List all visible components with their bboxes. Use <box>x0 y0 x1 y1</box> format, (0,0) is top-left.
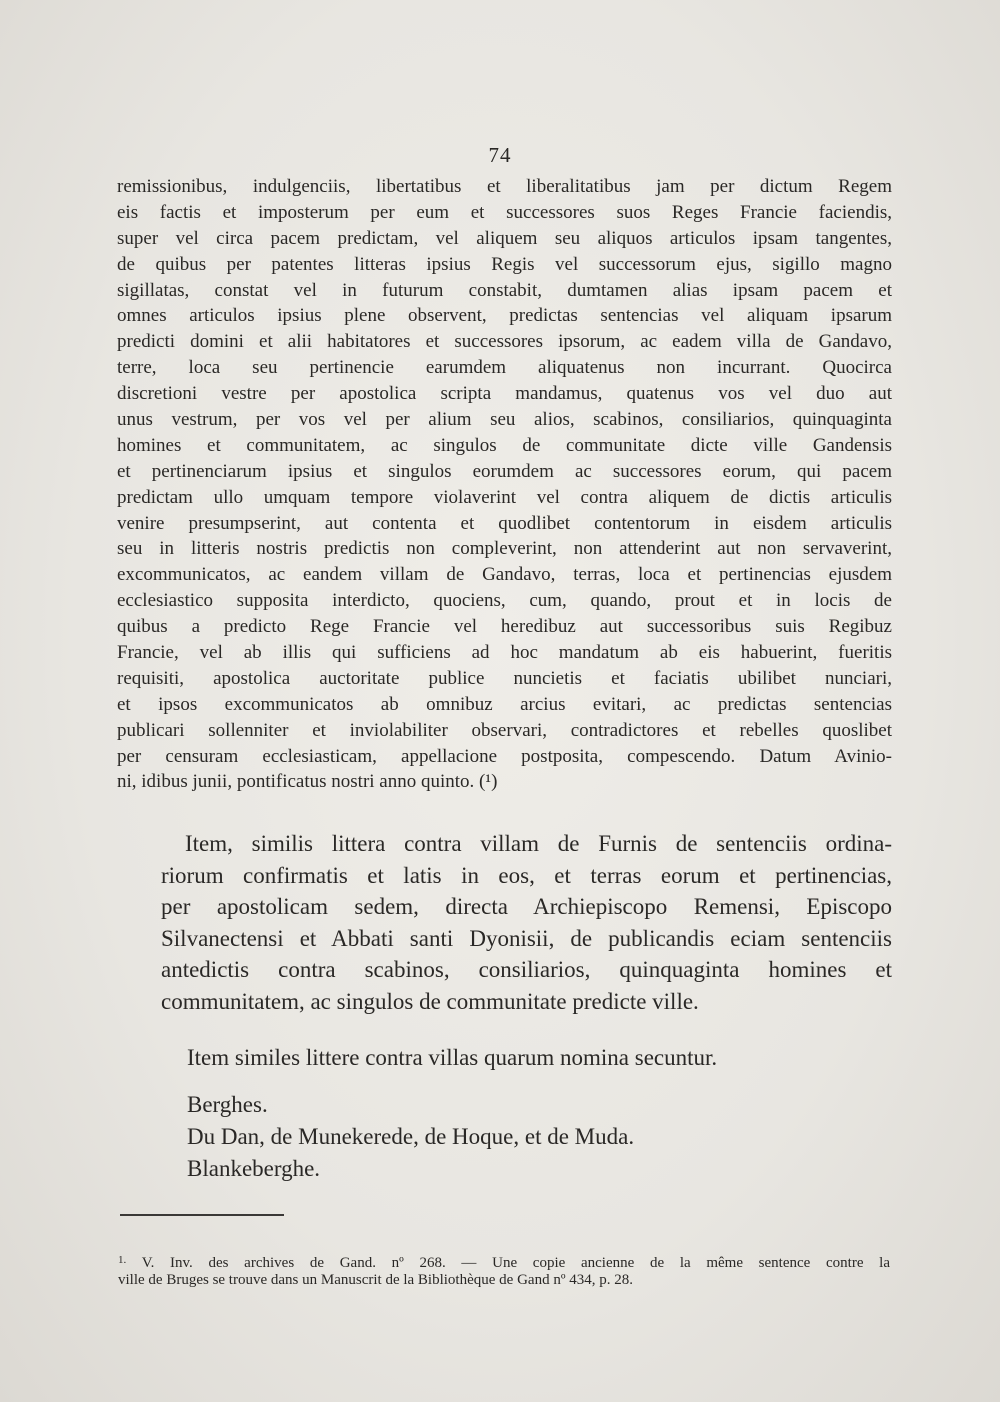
text-line: et pertinenciarum ipsius et singulos eorumdem ac successores eorum, qui pacem <box>117 460 892 482</box>
footnote <box>118 1250 890 1290</box>
rubric-line: riorum confirmatis et latis in eos, et terras eorum et pertinencias, <box>161 862 892 888</box>
text-line: et ipsos excommunicatos ab omnibuz arcius evitari, ac predictas sentencias <box>117 693 892 715</box>
footnote-text: V. Inv. des archives de Gand. nº 268. — Une copie ancienne de la même sentence contre la <box>141 1255 891 1271</box>
text-line: omnes articulos ipsius plene observent, predictas sentencias vel aliquam ipsarum <box>117 305 892 327</box>
text-line: sigillatas, constat vel in futurum constabit, dumtamen alias ipsam pacem et <box>117 279 892 301</box>
text-line: venire presumpserint, aut contenta et quodlibet contentorum in eisdem articulis <box>117 512 892 534</box>
text-line: excommunicatos, ac eandem villam de Gandavo, terras, loca et pertinencias ejusdem <box>117 564 892 586</box>
rubric-line: Item, similis littera contra villam de Furnis de sentenciis ordina- <box>185 831 892 856</box>
text-line: predictam ullo umquam tempore violaverint vel contra aliquem de dictis articulis <box>117 486 892 508</box>
text-line: ecclesiastico supposita interdicto, quociens, cum, quando, prout et in locis de <box>117 590 892 612</box>
text-line: discretioni vestre per apostolica scripta mandamus, quatenus vos vel duo aut <box>117 383 892 405</box>
text-line: de quibus per patentes litteras ipsius Regis vel successorum ejus, sigillo magno <box>117 253 892 275</box>
text-line: quibus a predicto Rege Francie vel heredibuz aut successoribus suis Regibuz <box>117 616 892 638</box>
list-item: Blankeberghe. <box>187 1156 321 1181</box>
text-line: unus vestrum, per vos vel per alium seu alios, scabinos, consiliarios, quinquaginta <box>117 409 892 431</box>
list-intro: Item similes littere contra villas quarum nomina secuntur. <box>187 1045 718 1070</box>
villas-list <box>187 1042 887 1185</box>
footnote-divider <box>120 1214 284 1216</box>
list-item: Berghes. <box>187 1092 268 1117</box>
footnote-line <box>118 1250 890 1270</box>
text-line: seu in litteris nostris predictis non compleverint, non attenderint aut non servaverint, <box>117 538 892 560</box>
page-number: 74 <box>488 143 512 167</box>
main-paragraph <box>117 174 892 795</box>
rubric-line: antedictis contra scabinos, consiliarios, quinquaginta homines et <box>161 957 892 982</box>
rubric-line: communitatem, ac singulos de communitate predicte ville. <box>161 988 699 1014</box>
text-line: requisiti, apostolica auctoritate publice nuncietis et faciatis ubilibet nunciari, <box>117 667 892 689</box>
rubric-line: per apostolicam sedem, directa Archiepiscopo Remensi, Episcopo <box>161 894 892 919</box>
text-line: homines et communitatem, ac singulos de communitate dicte ville Gandensis <box>117 434 892 456</box>
text-line: publicari sollenniter et inviolabiliter observari, contradictores et rebelles quoslibet <box>117 719 892 741</box>
rubric-paragraph <box>161 828 892 1017</box>
list-item: Du Dan, de Munekerede, de Hoque, et de Muda. <box>187 1124 635 1149</box>
text-line: ni, idibus junii, pontificatus nostri anno quinto. (¹) <box>117 771 498 793</box>
text-line: terre, loca seu pertinencie earumdem aliquatenus non incurrant. Quocirca <box>117 357 892 379</box>
text-line: super vel circa pacem predictam, vel aliquem seu aliquos articulos ipsam tangentes, <box>117 227 892 249</box>
rubric-line: Silvanectensi et Abbati santi Dyonisii, de publicandis eciam sentenciis <box>161 925 892 951</box>
text-line: eis factis et imposterum per eum et successores suos Reges Francie faciendis, <box>117 201 892 223</box>
text-line: predicti domini et alii habitatores et successores ipsorum, ac eadem villa de Gandavo, <box>117 331 892 353</box>
text-line: Francie, vel ab illis qui sufficiens ad hoc mandatum ab eis habuerint, fueritis <box>117 642 892 664</box>
text-line: remissionibus, indulgenciis, libertatibus et liberalitatibus jam per dictum Regem <box>117 176 892 197</box>
footnote-marker: 1. <box>118 1254 127 1266</box>
footnote-line: ville de Bruges se trouve dans un Manuscrit de la Bibliothèque de Gand nº 434, p. 28. <box>118 1272 633 1288</box>
text-line: per censuram ecclesiasticam, appellacione postposita, compescendo. Datum Avinio- <box>117 745 892 767</box>
